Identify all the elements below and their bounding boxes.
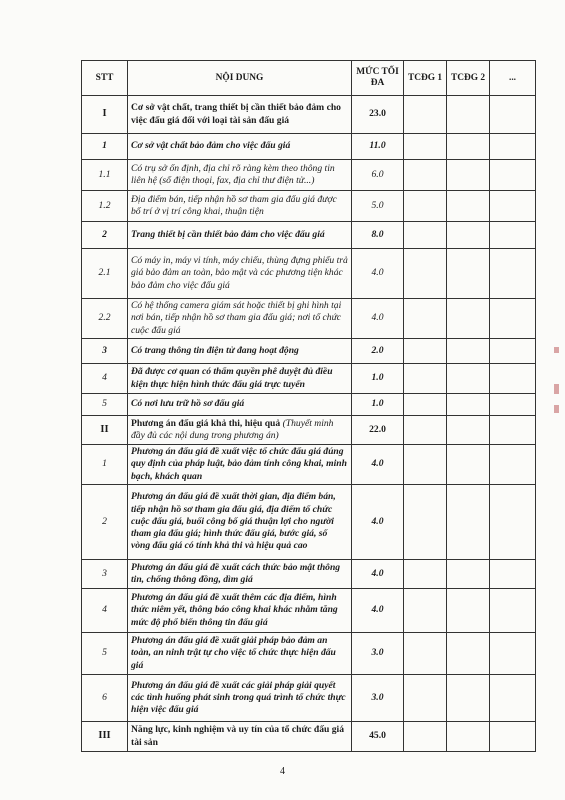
row-stt: 3	[82, 339, 128, 364]
row-content: Có nơi lưu trữ hồ sơ đấu giá	[128, 394, 352, 416]
more-cell	[490, 160, 536, 191]
table-row	[82, 416, 536, 445]
more-cell	[490, 364, 536, 394]
tcdg1-cell	[404, 589, 447, 633]
table-row	[82, 560, 536, 589]
row-content: Phương án đấu giá đề xuất thêm các địa điểm, hình thức niêm yết, thông báo công khai khác nhằm tăng mức độ phổ biến thông tin đấu giá	[128, 589, 352, 633]
row-stt: 4	[82, 589, 128, 633]
row-content: Phương án đấu giá đề xuất việc tổ chức đấu giá đúng quy định của pháp luật, bảo đảm tính công khai, minh bạch, khách quan	[128, 445, 352, 485]
header-stt: STT	[82, 61, 128, 96]
table-row	[82, 364, 536, 394]
row-score: 4.0	[352, 249, 404, 299]
row-content: Cơ sở vật chất, trang thiết bị cần thiết bảo đảm cho việc đấu giá đối với loại tài sản đấu giá	[128, 96, 352, 134]
row-stt: I	[82, 96, 128, 134]
tcdg1-cell	[404, 134, 447, 160]
row-content	[128, 416, 352, 445]
header-more: ...	[490, 61, 536, 96]
row-stt: 2	[82, 485, 128, 560]
more-cell	[490, 339, 536, 364]
tcdg2-cell	[447, 416, 490, 445]
more-cell	[490, 394, 536, 416]
row-content: Phương án đấu giá đề xuất các giải pháp giải quyết các tình huống phát sinh trong quá trình tổ chức thực hiện việc đấu giá	[128, 675, 352, 722]
tcdg2-cell	[447, 445, 490, 485]
row-stt: 4	[82, 364, 128, 394]
row-content: Địa điểm bán, tiếp nhận hồ sơ tham gia đấu giá được bố trí ở vị trí công khai, thuận tiện	[128, 191, 352, 222]
tcdg1-cell	[404, 160, 447, 191]
header-tcdg-1: TCĐG 1	[404, 61, 447, 96]
tcdg1-cell	[404, 394, 447, 416]
row-score: 45.0	[352, 722, 404, 752]
table-row	[82, 394, 536, 416]
more-cell	[490, 416, 536, 445]
row-score: 8.0	[352, 222, 404, 249]
tcdg2-cell	[447, 560, 490, 589]
row-score: 4.0	[352, 589, 404, 633]
tcdg2-cell	[447, 96, 490, 134]
tcdg2-cell	[447, 299, 490, 339]
table-row	[82, 485, 536, 560]
row-content: Phương án đấu giá đề xuất giải pháp bảo đảm an toàn, an ninh trật tự cho việc tổ chức thực hiện đấu giá	[128, 633, 352, 675]
row-score: 5.0	[352, 191, 404, 222]
tcdg2-cell	[447, 722, 490, 752]
more-cell	[490, 96, 536, 134]
row-stt: III	[82, 722, 128, 752]
row-stt: 2.1	[82, 249, 128, 299]
row-stt: 1	[82, 134, 128, 160]
row-content-main: Phương án đấu giá khả thi, hiệu quả	[131, 417, 281, 429]
row-stt: 1.1	[82, 160, 128, 191]
header-noi-dung: NỘI DUNG	[128, 61, 352, 96]
row-content: Trang thiết bị cần thiết bảo đảm cho việc đấu giá	[128, 222, 352, 249]
more-cell	[490, 675, 536, 722]
tcdg1-cell	[404, 560, 447, 589]
tcdg2-cell	[447, 249, 490, 299]
more-cell	[490, 560, 536, 589]
table-row	[82, 191, 536, 222]
row-content: Năng lực, kinh nghiệm và uy tín của tổ chức đấu giá tài sản	[128, 722, 352, 752]
row-score: 23.0	[352, 96, 404, 134]
row-score: 4.0	[352, 485, 404, 560]
margin-mark	[554, 347, 559, 353]
row-stt: II	[82, 416, 128, 445]
row-stt: 2	[82, 222, 128, 249]
tcdg1-cell	[404, 191, 447, 222]
tcdg1-cell	[404, 416, 447, 445]
margin-mark	[554, 384, 559, 394]
row-content: Có máy in, máy vi tính, máy chiếu, thùng đựng phiếu trả giá bảo đảm an toàn, bảo mật và các phương tiện khác bảo đảm cho việc đấu giá	[128, 249, 352, 299]
row-score: 4.0	[352, 445, 404, 485]
tcdg2-cell	[447, 675, 490, 722]
row-score: 1.0	[352, 394, 404, 416]
row-stt: 2.2	[82, 299, 128, 339]
table-row	[82, 445, 536, 485]
row-score: 4.0	[352, 299, 404, 339]
tcdg1-cell	[404, 222, 447, 249]
tcdg2-cell	[447, 222, 490, 249]
table-header-row	[82, 61, 536, 96]
more-cell	[490, 134, 536, 160]
tcdg2-cell	[447, 339, 490, 364]
tcdg2-cell	[447, 160, 490, 191]
row-content: Phương án đấu giá đề xuất cách thức bảo mật thông tin, chống thông đồng, dìm giá	[128, 560, 352, 589]
margin-mark	[554, 405, 559, 413]
tcdg1-cell	[404, 299, 447, 339]
row-content: Có trụ sở ổn định, địa chỉ rõ ràng kèm theo thông tin liên hệ (số điện thoại, fax, địa chỉ thư điện tử...)	[128, 160, 352, 191]
tcdg1-cell	[404, 485, 447, 560]
more-cell	[490, 299, 536, 339]
table-row	[82, 633, 536, 675]
table-row	[82, 675, 536, 722]
table-row	[82, 222, 536, 249]
row-score: 2.0	[352, 339, 404, 364]
more-cell	[490, 722, 536, 752]
tcdg1-cell	[404, 675, 447, 722]
tcdg2-cell	[447, 134, 490, 160]
row-stt: 6	[82, 675, 128, 722]
row-score: 11.0	[352, 134, 404, 160]
tcdg1-cell	[404, 364, 447, 394]
tcdg1-cell	[404, 722, 447, 752]
more-cell	[490, 445, 536, 485]
row-score: 6.0	[352, 160, 404, 191]
row-score: 4.0	[352, 560, 404, 589]
tcdg2-cell	[447, 191, 490, 222]
table-row	[82, 160, 536, 191]
more-cell	[490, 249, 536, 299]
row-content: Có hệ thống camera giám sát hoặc thiết bị ghi hình tại nơi bán, tiếp nhận hồ sơ tham gia đấu giá; nơi tổ chức cuộc đấu giá	[128, 299, 352, 339]
more-cell	[490, 485, 536, 560]
row-score: 3.0	[352, 675, 404, 722]
table-row	[82, 589, 536, 633]
row-content-note: (Thuyết minh đầy đủ các nội dung trong phương án)	[131, 417, 334, 441]
tcdg2-cell	[447, 589, 490, 633]
more-cell	[490, 589, 536, 633]
table-row	[82, 722, 536, 752]
more-cell	[490, 633, 536, 675]
page-number: 4	[280, 766, 285, 777]
table-row	[82, 96, 536, 134]
tcdg2-cell	[447, 633, 490, 675]
row-content: Có trang thông tin điện tử đang hoạt động	[128, 339, 352, 364]
more-cell	[490, 222, 536, 249]
row-score: 3.0	[352, 633, 404, 675]
tcdg2-cell	[447, 394, 490, 416]
row-stt: 3	[82, 560, 128, 589]
row-content: Cơ sở vật chất bảo đảm cho việc đấu giá	[128, 134, 352, 160]
table-row	[82, 249, 536, 299]
row-score: 1.0	[352, 364, 404, 394]
row-content: Đã được cơ quan có thẩm quyền phê duyệt đủ điều kiện thực hiện hình thức đấu giá trực tuyến	[128, 364, 352, 394]
row-stt: 1	[82, 445, 128, 485]
row-stt: 5	[82, 394, 128, 416]
header-muc-toi-da: MỨC TỐI ĐA	[352, 61, 404, 96]
row-content: Phương án đấu giá đề xuất thời gian, địa điểm bán, tiếp nhận hồ sơ tham gia đấu giá, địa điểm tổ chức cuộc đấu giá, buổi công bố giá thuận lợi cho người tham gia đấu giá; hình thức đấu giá, bước giá, số vòng đấu giá có tính khả thi và hiệu quả cao	[128, 485, 352, 560]
row-stt: 5	[82, 633, 128, 675]
table-row	[82, 299, 536, 339]
row-score: 22.0	[352, 416, 404, 445]
tcdg1-cell	[404, 96, 447, 134]
row-stt: 1.2	[82, 191, 128, 222]
tcdg1-cell	[404, 249, 447, 299]
tcdg1-cell	[404, 339, 447, 364]
tcdg1-cell	[404, 633, 447, 675]
table-row	[82, 134, 536, 160]
scoring-criteria-table	[81, 60, 536, 752]
tcdg2-cell	[447, 364, 490, 394]
header-tcdg-2: TCĐG 2	[447, 61, 490, 96]
tcdg2-cell	[447, 485, 490, 560]
tcdg1-cell	[404, 445, 447, 485]
more-cell	[490, 191, 536, 222]
table-row	[82, 339, 536, 364]
